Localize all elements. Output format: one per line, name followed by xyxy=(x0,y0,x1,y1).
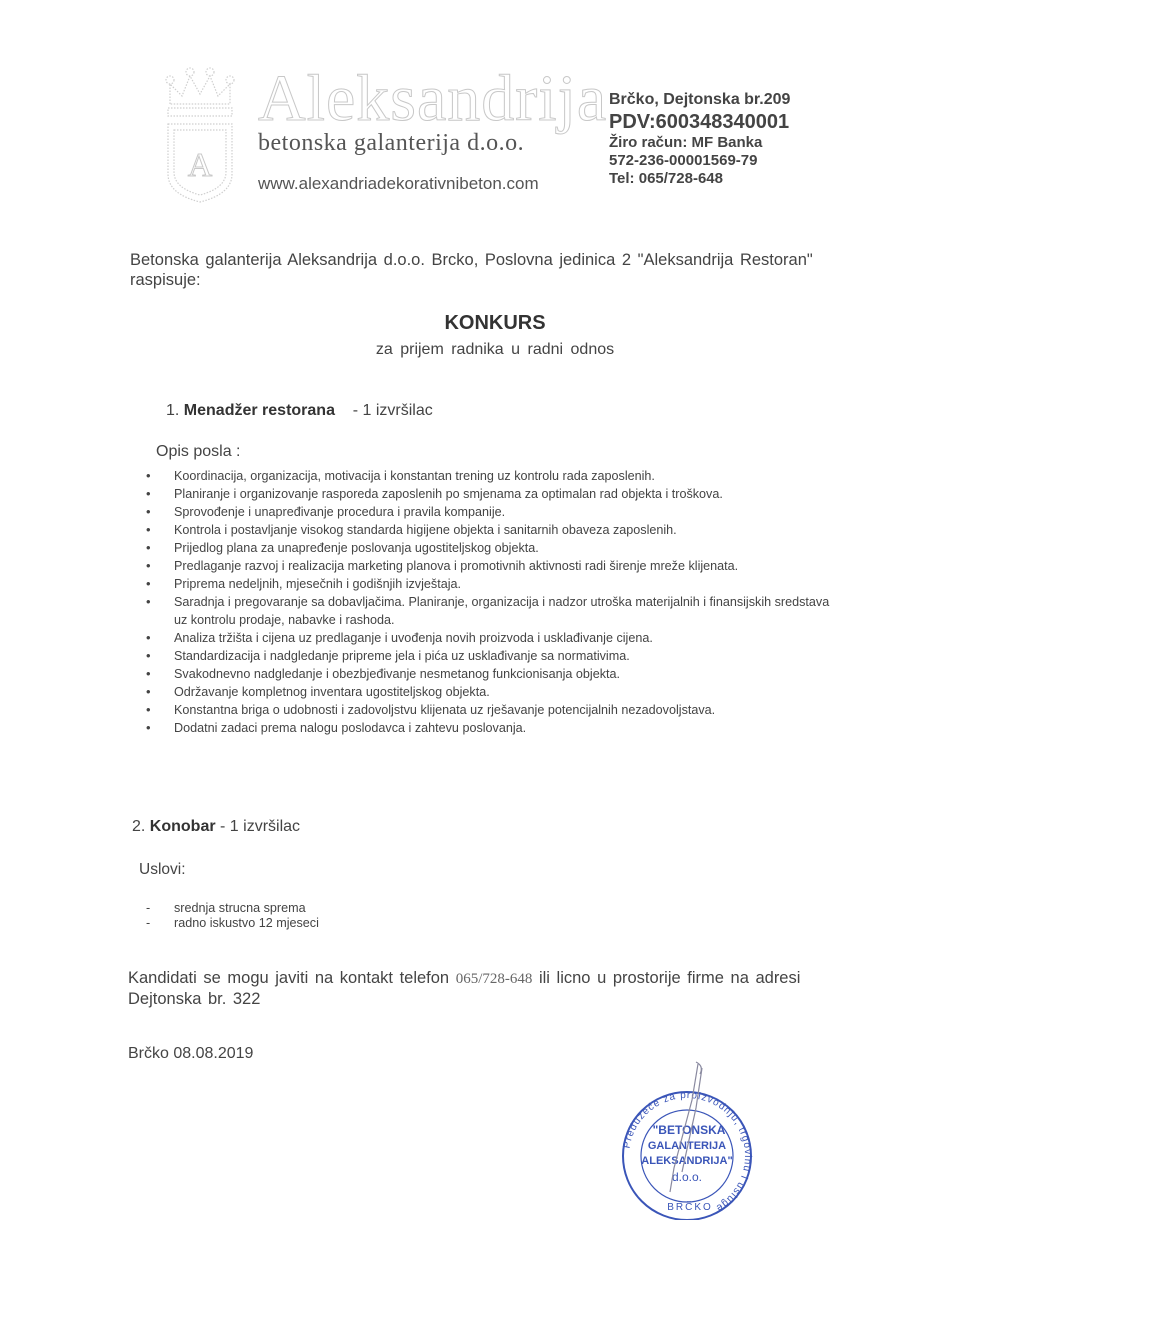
document-title: KONKURS xyxy=(444,312,546,334)
list-item: • Kontrola i postavljanje visokog standarda higijene objekta i sanitarnih obaveza zaposlenih. xyxy=(146,521,846,539)
job-1-name: Menadžer restorana xyxy=(183,402,335,419)
job-2-name: Konobar xyxy=(149,818,216,835)
crest-letter: A xyxy=(187,147,213,184)
job-1-count: - 1 izvršilac xyxy=(352,402,433,419)
job-1-number: 1. xyxy=(166,402,180,419)
job-1-heading xyxy=(166,402,433,420)
contact-phone: 065/728-648 xyxy=(455,971,533,987)
stamp-line-4: d.o.o. xyxy=(671,1170,703,1184)
company-stamp xyxy=(612,1060,762,1220)
company-account-label: Žiro račun: MF Banka xyxy=(609,134,763,152)
stamp-line-2: GALANTERIJA xyxy=(647,1140,727,1152)
contact-paragraph xyxy=(128,968,834,1009)
stamp-line-3: ALEKSANDRIJA" xyxy=(641,1155,733,1167)
stamp-bottom: BRČKO xyxy=(667,1202,713,1213)
job-2-conditions-label: Uslovi: xyxy=(139,861,186,878)
list-item: - srednja strucna sprema xyxy=(146,901,319,916)
list-item: • Analiza tržišta i cijena uz predlaganje i uvođenja novih proizvoda i usklađivanje cijena. xyxy=(146,629,846,647)
job-2-heading xyxy=(132,818,300,836)
list-item: • Saradnja i pregovaranje sa dobavljačima. Planiranje, organizacija i nadzor utroška materijalnih i finansijskih sredstava uz kontrolu prodaje, nabavke i rashoda. xyxy=(146,593,846,629)
list-item: • Konstantna briga o udobnosti i zadovoljstvu klijenata uz rješavanje potencijalnih nezadovoljstava. xyxy=(146,701,846,719)
list-item: • Sprovođenje i unapređivanje procedura i pravila kompanije. xyxy=(146,503,846,521)
document-subtitle: za prijem radnika u radni odnos xyxy=(375,341,615,358)
stamp-outer-text-path: Preduzeće za proizvodnju, trgovinu i usluge xyxy=(621,1089,754,1214)
job-2-count: - 1 izvršilac xyxy=(220,818,301,835)
contact-text-before: Kandidati se mogu javiti na kontakt telefon xyxy=(128,969,450,987)
list-item: • Standardizacija i nadgledanje pripreme jela i pića uz usklađivanje sa normativima. xyxy=(146,647,846,665)
company-phone: Tel: 065/728-648 xyxy=(609,170,723,188)
list-item: • Priprema nedeljnih, mjesečnih i godišnjih izvještaja. xyxy=(146,575,846,593)
brand-subtitle: betonska galanterija d.o.o. xyxy=(258,130,525,156)
list-item: - radno iskustvo 12 mjeseci xyxy=(146,916,319,931)
company-pdv: PDV:600348340001 xyxy=(609,111,790,134)
list-item: • Planiranje i organizovanje rasporeda zaposlenih po smjenama za optimalan rad objekta i troškova. xyxy=(146,485,846,503)
stamp-line-1: "BETONSKA xyxy=(652,1123,726,1137)
contact-text-after: ili licno u prostorije firme na adresi Dejtonska br. 322 xyxy=(128,969,801,1008)
document-date: Brčko 08.08.2019 xyxy=(128,1045,254,1062)
company-info xyxy=(609,90,790,188)
list-item: • Prijedlog plana za unapređenje poslovanja ugostiteljskog objekta. xyxy=(146,539,846,557)
intro-paragraph: Betonska galanterija Aleksandrija d.o.o. Brcko, Poslovna jedinica 2 "Aleksandrija Restoran" raspisuje: xyxy=(130,251,813,289)
job-1-duties-list xyxy=(146,467,846,737)
job-1-description-label: Opis posla : xyxy=(156,443,241,460)
company-address: Brčko, Dejtonska br.209 xyxy=(609,91,791,108)
crown-crest-logo xyxy=(160,66,240,206)
brand-name: Aleksandrija xyxy=(258,62,608,135)
list-item: • Dodatni zadaci prema nalogu poslodavca i zahtevu poslovanja. xyxy=(146,719,846,737)
list-item: • Predlaganje razvoj i realizacija marketing planova i promotivnih aktivnosti radi širenje mreže klijenata. xyxy=(146,557,846,575)
company-account-number: 572-236-00001569-79 xyxy=(609,152,758,170)
list-item: • Održavanje kompletnog inventara ugostiteljskog objekta. xyxy=(146,683,846,701)
website-link[interactable]: www.alexandriadekorativnibeton.com xyxy=(258,174,539,193)
job-2-conditions-list xyxy=(146,901,319,931)
job-2-number: 2. xyxy=(132,818,146,835)
list-item: • Svakodnevno nadgledanje i obezbjeđivanje nesmetanog funkcionisanja objekta. xyxy=(146,665,846,683)
list-item: • Koordinacija, organizacija, motivacija i konstantan trening uz kontrolu rada zaposlenih. xyxy=(146,467,846,485)
